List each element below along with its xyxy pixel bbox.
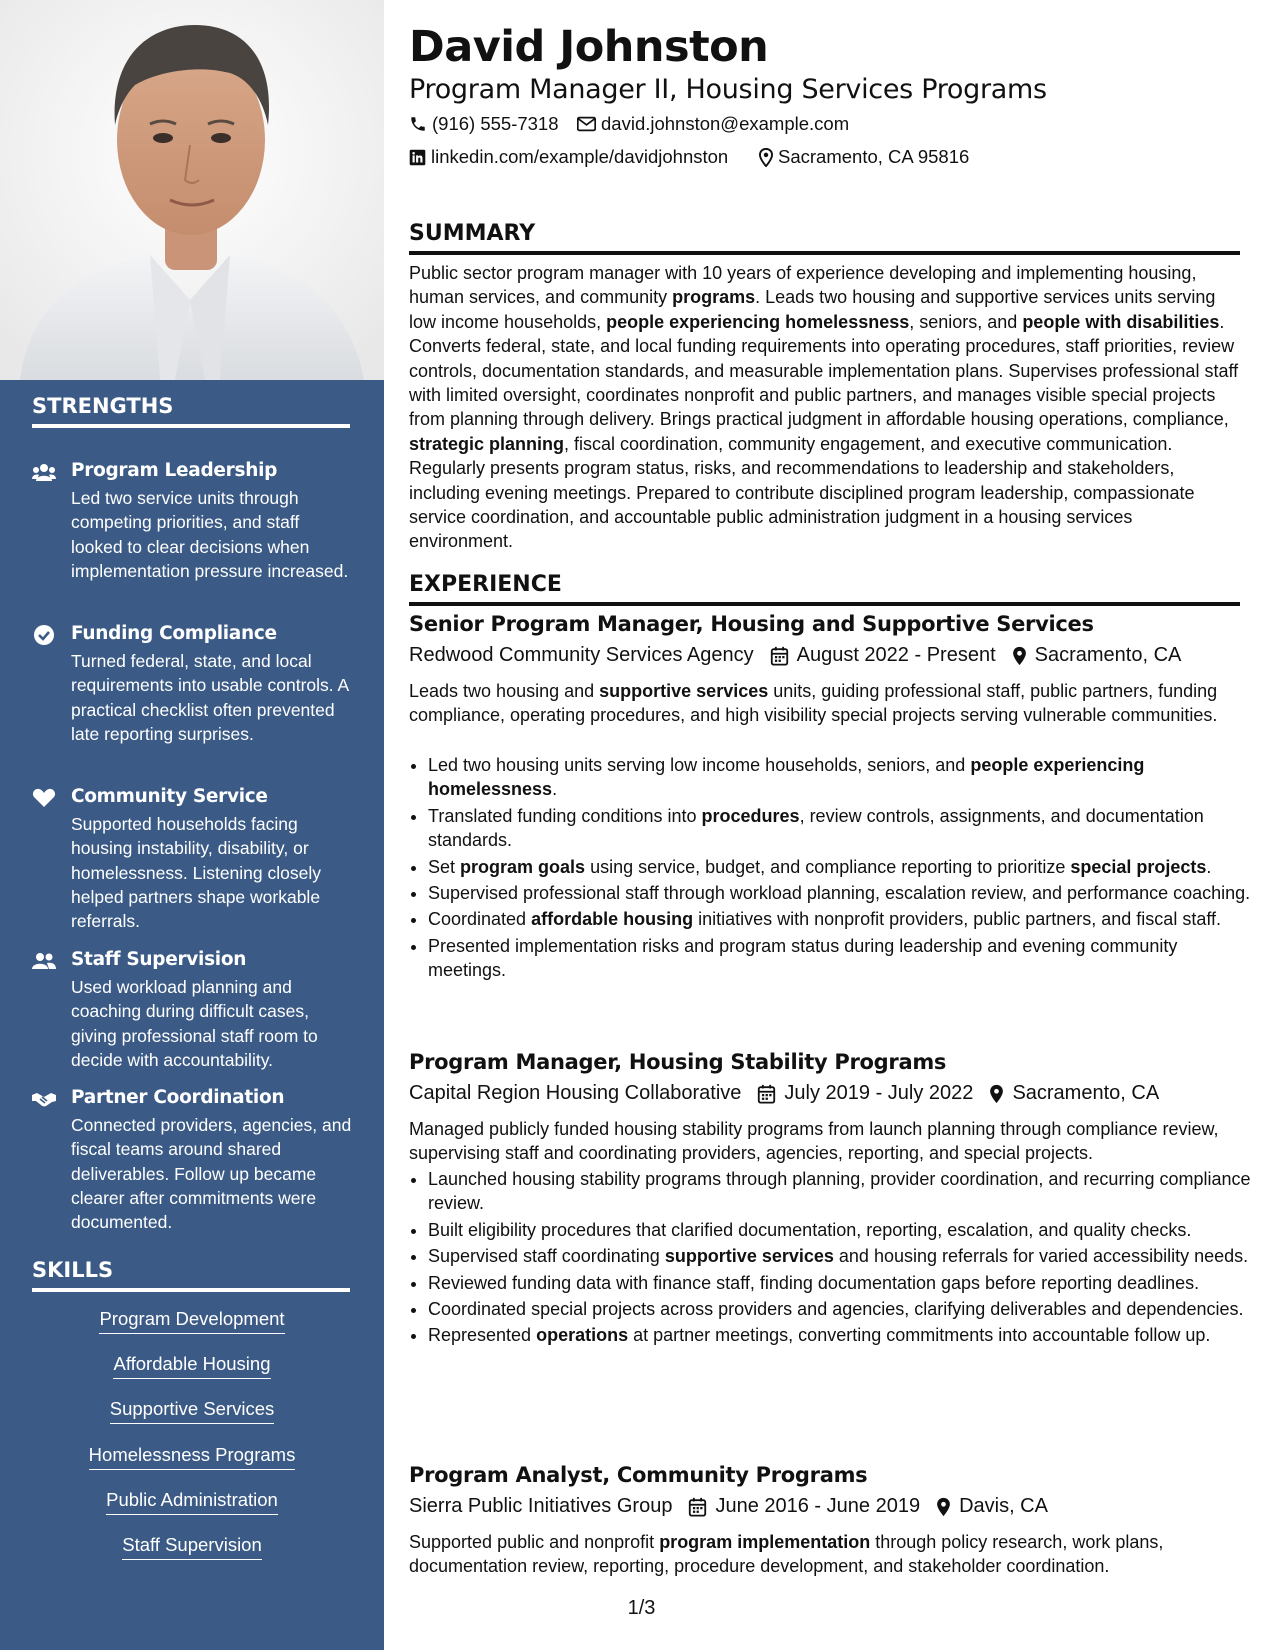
map-pin-icon — [989, 1084, 1004, 1104]
phone-contact — [409, 113, 559, 135]
bullet-item: • Supervised professional staff through workload planning, escalation review, and performance coaching. — [428, 881, 1260, 905]
phone-text: (916) 555-7318 — [432, 113, 559, 134]
summary-heading: SUMMARY — [409, 221, 1240, 255]
bullet-item: • Coordinated affordable housing initiatives with nonprofit providers, public partners, and fiscal staff. — [428, 907, 1260, 931]
skill-item: Public Administration — [0, 1489, 384, 1515]
skill-item: Program Development — [0, 1308, 384, 1334]
skill-item: Homelessness Programs — [0, 1444, 384, 1470]
user-group-icon — [32, 951, 56, 971]
bullet-item: • Led two housing units serving low income households, seniors, and people experiencing homelessness. — [428, 753, 1260, 802]
job-bullets — [409, 753, 1260, 985]
linkedin-text[interactable]: linkedin.com/example/davidjohnston — [431, 146, 729, 167]
job-meta — [409, 1082, 1159, 1105]
strength-title: Community Service — [71, 786, 268, 807]
job-meta — [409, 1495, 1048, 1518]
strength-item — [32, 786, 352, 936]
bullet-item: • Supervised staff coordinating supportive services and housing referrals for varied accessibility needs. — [428, 1244, 1260, 1268]
bullet-item: • Translated funding conditions into procedures, review controls, assignments, and documentation standards. — [428, 804, 1260, 853]
strength-item — [32, 623, 352, 773]
candidate-name: David Johnston — [409, 22, 769, 72]
job-summary: Supported public and nonprofit program implementation through policy research, work plans, documentation review, reporting, procedure development, and stakeholder coordination. — [409, 1532, 1164, 1577]
bullet-item: • Represented operations at partner meetings, converting commitments into accountable follow up. — [428, 1323, 1260, 1347]
skill-item: Supportive Services — [0, 1398, 384, 1424]
handshake-icon — [32, 1089, 56, 1109]
strength-body: Turned federal, state, and local requirements into usable controls. A practical checklist often prevented late reporting surprises. — [71, 651, 349, 744]
users-icon — [32, 462, 56, 482]
sidebar — [0, 0, 384, 1650]
skill-item: Staff Supervision — [0, 1534, 384, 1560]
company-name: Redwood Community Services Agency — [409, 644, 754, 666]
strength-title: Partner Coordination — [71, 1087, 285, 1108]
skills-heading: SKILLS — [32, 1258, 350, 1292]
portrait-image — [0, 0, 384, 380]
strength-body: Supported households facing housing instability, disability, or homelessness. Listening closely helped partners shape workable referrals. — [71, 814, 321, 932]
map-pin-icon — [759, 148, 773, 167]
job-dates: June 2016 - June 2019 — [715, 1495, 921, 1517]
linkedin-icon — [409, 149, 426, 166]
strength-body: Connected providers, agencies, and fiscal teams around shared deliverables. Follow up became clearer after commitments were documented. — [71, 1115, 352, 1233]
strength-item — [32, 1087, 352, 1237]
phone-icon — [409, 115, 427, 133]
strengths-heading: STRENGTHS — [32, 394, 350, 428]
profile-photo — [0, 0, 384, 380]
strength-title: Funding Compliance — [71, 623, 277, 644]
job-meta — [409, 644, 1181, 667]
job-summary: Managed publicly funded housing stability programs from launch planning through compliance review, supervising staff and coordinating providers, agencies, reporting, and special projects. — [409, 1119, 1219, 1164]
page-number: 1/3 — [627, 1597, 656, 1619]
bullet-item: • Set program goals using service, budget, and compliance reporting to prioritize special projects. — [428, 855, 1260, 879]
email-contact — [577, 113, 849, 135]
check-circle-icon — [32, 625, 56, 645]
bullet-item: • Coordinated special projects across providers and agencies, clarifying deliverables and dependencies. — [428, 1297, 1260, 1321]
map-pin-icon — [936, 1497, 951, 1517]
bullet-item: • Reviewed funding data with finance staff, finding documentation gaps before reporting deadlines. — [428, 1271, 1260, 1295]
job-summary: Leads two housing and supportive services units, guiding professional staff, public partners, funding compliance, operating procedures, and high visibility special projects serving vulnerable communities. — [409, 681, 1218, 726]
location-text: Sacramento, CA 95816 — [778, 146, 970, 167]
strength-body: Led two service units through competing priorities, and staff looked to clear decisions when implementation pressure increased. — [71, 488, 349, 581]
experience-heading: EXPERIENCE — [409, 572, 1240, 606]
job-title: Senior Program Manager, Housing and Supportive Services — [409, 612, 1094, 636]
job-location: Davis, CA — [959, 1495, 1048, 1517]
envelope-icon — [577, 116, 596, 132]
job-location: Sacramento, CA — [1034, 644, 1182, 666]
summary-text: Public sector program manager with 10 years of experience developing and implementing housing, human services, and community programs. Leads two housing and supportive services units serving low income households, people experiencing homelessness, seniors, and people with disabilities. Converts federal, state, and local funding requirements into operating procedures, staff priorities, review controls, documentation standards, and measurable implementation plans. Supervises professional staff with limited oversight, coordinates nonprofit and public partners, and manages visible special projects from planning through delivery. Brings practical judgment in affordable housing operations, compliance, strategic planning, fiscal coordination, community engagement, and executive communication. Regularly presents program status, risks, and recommendations to leadership and stakeholders, including evening meetings. Prepared to contribute disciplined program leadership, compassionate service coordination, and accountable public administration judgment in a housing services environment. — [409, 263, 1239, 552]
bullet-item: • Launched housing stability programs through planning, provider coordination, and recurring compliance review. — [428, 1167, 1260, 1216]
job-title: Program Manager, Housing Stability Programs — [409, 1050, 947, 1074]
company-name: Capital Region Housing Collaborative — [409, 1082, 742, 1104]
job-location: Sacramento, CA — [1012, 1082, 1160, 1104]
strength-title: Program Leadership — [71, 460, 278, 481]
strength-body: Used workload planning and coaching during difficult cases, giving professional staff room to decide with accountability. — [71, 977, 318, 1070]
map-pin-icon — [1012, 646, 1027, 666]
strength-title: Staff Supervision — [71, 949, 247, 970]
calendar-icon — [757, 1084, 776, 1104]
job-bullets — [409, 1167, 1260, 1350]
email-text[interactable]: david.johnston@example.com — [601, 113, 850, 134]
calendar-icon — [770, 646, 789, 666]
strength-item — [32, 949, 352, 1079]
job-dates: July 2019 - July 2022 — [784, 1082, 974, 1104]
bullet-item: • Built eligibility procedures that clarified documentation, reporting, escalation, and quality checks. — [428, 1218, 1260, 1242]
linkedin-contact — [409, 146, 728, 168]
location-contact — [759, 146, 969, 168]
company-name: Sierra Public Initiatives Group — [409, 1495, 673, 1517]
heart-icon — [32, 788, 56, 808]
job-dates: August 2022 - Present — [796, 644, 996, 666]
calendar-icon — [688, 1497, 707, 1517]
strength-item — [32, 460, 352, 610]
job-title: Program Analyst, Community Programs — [409, 1463, 868, 1487]
bullet-item: • Presented implementation risks and program status during leadership and evening community meetings. — [428, 934, 1260, 983]
skill-item: Affordable Housing — [0, 1353, 384, 1379]
candidate-title: Program Manager II, Housing Services Programs — [409, 74, 1047, 105]
